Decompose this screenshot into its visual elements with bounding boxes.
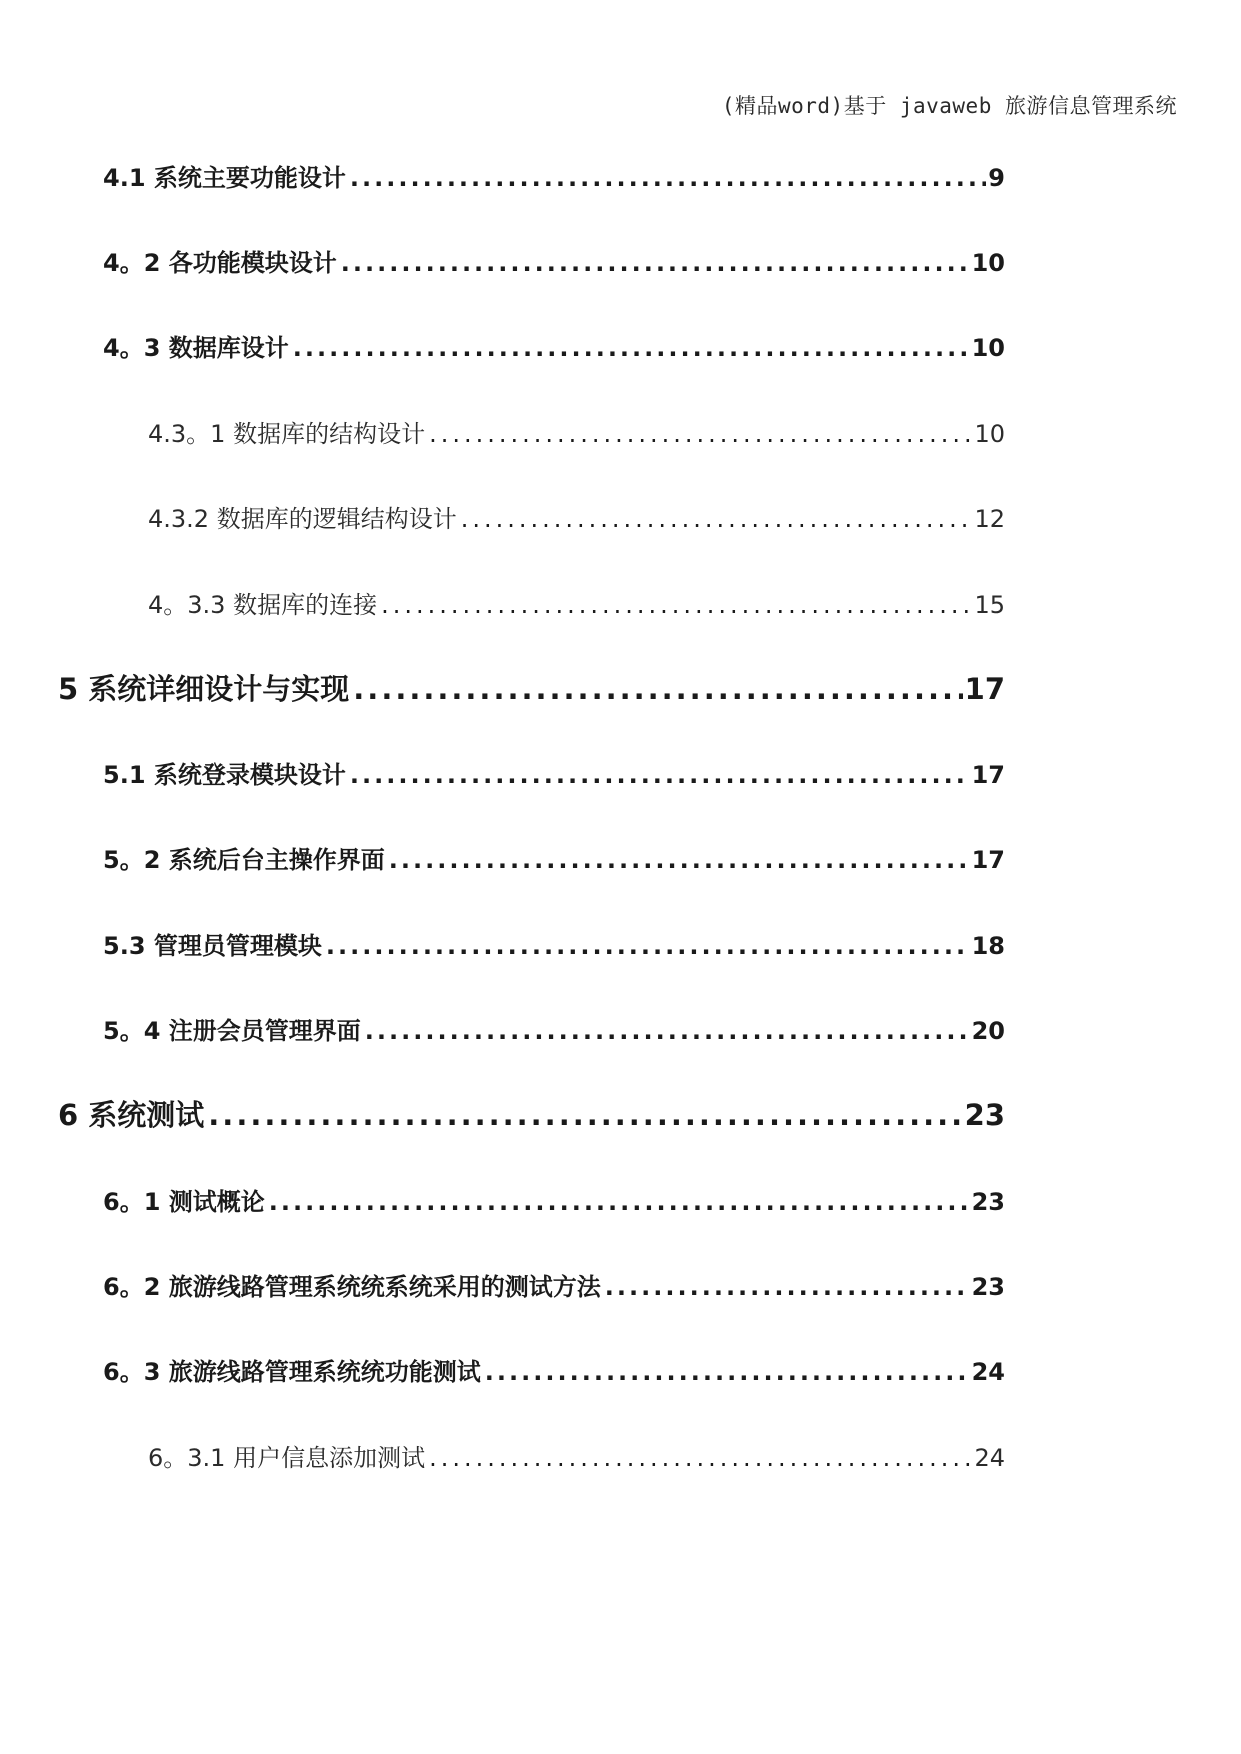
toc-entry-label: 4.1 系统主要功能设计 [103,164,346,192]
toc-entry-page: 17 [964,672,1005,706]
toc-entry-label: 5。2 系统后台主操作界面 [103,846,385,874]
toc-leader-dots [605,1273,970,1301]
toc-entry-page: 12 [974,505,1005,533]
toc-entry-label: 4.3。1 数据库的结构设计 [148,420,426,448]
toc-entry-page: 9 [988,164,1005,192]
toc-entry-4-3-2[interactable] [148,499,1005,534]
toc-entry-label: 5.1 系统登录模块设计 [103,761,346,789]
toc-entry-4-3-1[interactable] [148,414,1005,449]
toc-entry-page: 10 [974,420,1005,448]
toc-entry-page: 23 [971,1273,1005,1301]
toc-entry-page: 18 [971,932,1005,960]
toc-leader-dots [365,1017,970,1045]
toc-leader-dots [350,164,986,192]
toc-entry-page: 17 [971,761,1005,789]
toc-entry-page: 20 [971,1017,1005,1045]
toc-entry-4-2[interactable] [103,243,1005,278]
toc-entry-6-3[interactable] [103,1352,1005,1387]
toc-leader-dots [208,1098,962,1132]
toc-leader-dots [429,420,972,448]
toc-entry-6-3-1[interactable] [148,1438,1005,1473]
toc-entry-4-3[interactable] [103,328,1005,363]
toc-entry-label: 4。2 各功能模块设计 [103,249,337,277]
toc-entry-label: 4.3.2 数据库的逻辑结构设计 [148,505,457,533]
toc-leader-dots [341,249,970,277]
toc-entry-page: 10 [971,249,1005,277]
toc-leader-dots [350,761,970,789]
toc-entry-4-3-3[interactable] [148,585,1005,620]
toc-leader-dots [429,1444,972,1472]
toc-entry-label: 6。3 旅游线路管理系统统功能测试 [103,1358,481,1386]
toc-leader-dots [293,334,970,362]
toc-entry-page: 10 [971,334,1005,362]
toc-entry-label: 4。3.3 数据库的连接 [148,591,378,619]
toc-entry-5-4[interactable] [103,1011,1005,1046]
toc-leader-dots [485,1358,970,1386]
toc-leader-dots [353,672,962,706]
toc-entry-label: 5 系统详细设计与实现 [58,672,350,706]
toc-entry-page: 15 [974,591,1005,619]
page-header: (精品word)基于 javaweb 旅游信息管理系统 [721,94,1177,118]
toc-entry-6[interactable] [58,1093,1005,1134]
toc-entry-6-1[interactable] [103,1182,1005,1217]
toc-leader-dots [461,505,973,533]
toc-entry-5-1[interactable] [103,755,1005,790]
toc-entry-page: 23 [964,1098,1005,1132]
toc-leader-dots [389,846,970,874]
toc-entry-label: 6。3.1 用户信息添加测试 [148,1444,426,1472]
toc-leader-dots [326,932,970,960]
toc-leader-dots [269,1188,970,1216]
toc-entry-label: 5.3 管理员管理模块 [103,932,322,960]
toc-entry-label: 6。2 旅游线路管理系统统系统采用的测试方法 [103,1273,601,1301]
toc-entry-4-1[interactable] [103,158,1005,193]
toc-entry-label: 6 系统测试 [58,1098,205,1132]
toc-entry-page: 23 [971,1188,1005,1216]
toc-entry-5-2[interactable] [103,840,1005,875]
toc-leader-dots [381,591,972,619]
toc-entry-page: 24 [971,1358,1005,1386]
toc-entry-page: 17 [971,846,1005,874]
toc-entry-label: 6。1 测试概论 [103,1188,265,1216]
toc-entry-label: 5。4 注册会员管理界面 [103,1017,361,1045]
toc-entry-label: 4。3 数据库设计 [103,334,289,362]
toc-entry-5-3[interactable] [103,926,1005,961]
toc-entry-5[interactable] [58,667,1005,708]
toc-entry-6-2[interactable] [103,1267,1005,1302]
toc-entry-page: 24 [974,1444,1005,1472]
